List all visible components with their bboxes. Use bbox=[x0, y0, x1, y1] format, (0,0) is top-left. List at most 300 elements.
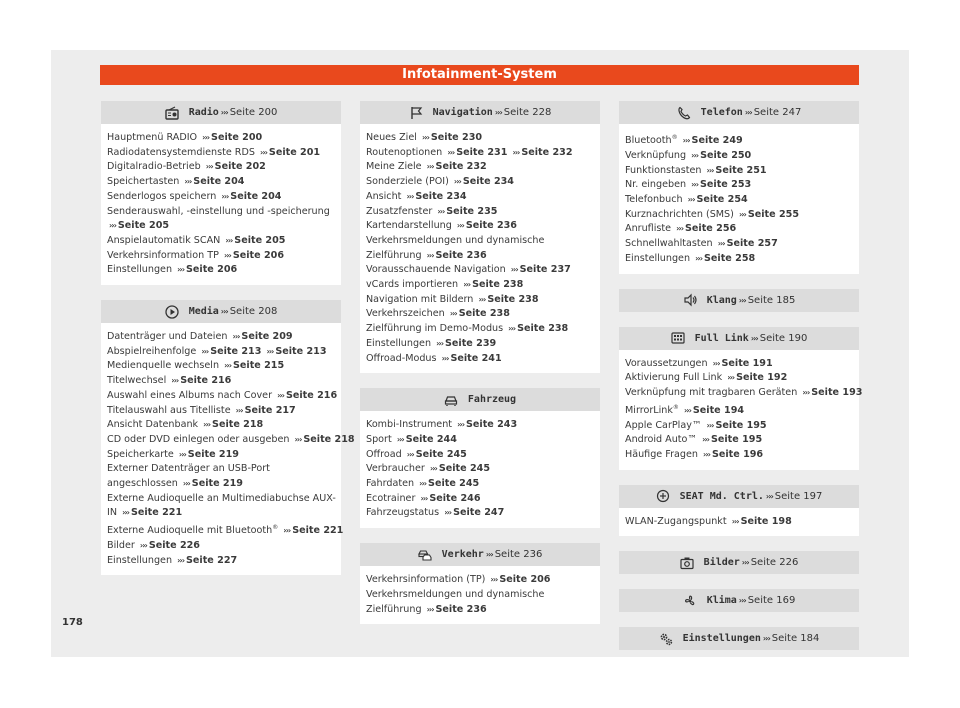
entry-item[interactable] bbox=[107, 389, 336, 404]
section-fahrzeug bbox=[360, 388, 600, 528]
entry-text: CD oder DVD einlegen oder ausgeben bbox=[107, 433, 290, 445]
entry-page-ref[interactable]: Seite 204 bbox=[230, 190, 282, 202]
entry-page-ref[interactable]: Seite 194 bbox=[692, 404, 745, 416]
section-header[interactable] bbox=[101, 101, 341, 124]
entry-text: Senderlogos speichern bbox=[107, 190, 217, 202]
section-entries bbox=[101, 124, 341, 285]
ref-arrow: ››› bbox=[426, 604, 434, 614]
entry-page-ref[interactable]: Seite 232 bbox=[435, 161, 487, 173]
ref-arrow: ››› bbox=[683, 405, 691, 415]
entry-item[interactable] bbox=[366, 190, 595, 205]
ref-arrow: ››› bbox=[203, 420, 211, 430]
entry-text: Voraussetzungen bbox=[625, 357, 708, 369]
section-header[interactable] bbox=[619, 485, 859, 508]
ref-arrow: ››› bbox=[177, 265, 184, 275]
entry-text: Zielführung im Demo-Modus bbox=[366, 323, 504, 335]
entry-text: Kartendarstellung bbox=[366, 220, 452, 232]
entry-item[interactable] bbox=[625, 164, 854, 179]
entry-item[interactable] bbox=[366, 418, 595, 433]
entry-item[interactable] bbox=[107, 462, 336, 491]
entry-page-ref[interactable]: Seite 238 bbox=[517, 323, 569, 335]
entry-item[interactable] bbox=[625, 208, 854, 223]
entry-text: Ansicht bbox=[366, 190, 402, 202]
ref-arrow: ››› bbox=[682, 136, 690, 146]
entry-item[interactable] bbox=[366, 278, 595, 293]
entry-item[interactable] bbox=[366, 506, 595, 521]
entry-page-ref[interactable]: Seite 206 bbox=[232, 249, 284, 261]
ref-arrow: ››› bbox=[485, 550, 493, 560]
entry-page-ref[interactable]: Seite 219 bbox=[191, 478, 243, 490]
section-header[interactable] bbox=[619, 551, 859, 574]
entry-page-ref[interactable]: Seite 200 bbox=[211, 132, 263, 143]
ref-arrow: ››› bbox=[453, 177, 461, 187]
ref-arrow: ››› bbox=[750, 333, 758, 343]
entry-text: Abspielreihenfolge bbox=[107, 345, 197, 357]
ref-arrow: ››› bbox=[260, 147, 267, 157]
entry-item[interactable] bbox=[107, 418, 336, 433]
section-klima bbox=[619, 589, 859, 612]
entry-page-ref[interactable]: Seite 244 bbox=[405, 433, 457, 445]
section-header[interactable] bbox=[619, 289, 859, 312]
entry-item[interactable] bbox=[625, 448, 854, 463]
ref-arrow: ››› bbox=[122, 508, 129, 518]
entry-item[interactable] bbox=[366, 322, 595, 337]
entry-page-ref[interactable]: Seite 216 bbox=[180, 375, 232, 387]
entry-text: Zusatzfenster bbox=[366, 205, 433, 217]
ref-arrow: ››› bbox=[510, 265, 518, 275]
section-title: SEAT Md. Ctrl. bbox=[679, 490, 764, 502]
fan-icon bbox=[683, 594, 697, 608]
entry-page-ref[interactable]: Seite 237 bbox=[519, 264, 571, 276]
entry-page-ref[interactable]: Seite 206 bbox=[499, 574, 551, 586]
section-page-ref[interactable]: Seite 169 bbox=[747, 595, 796, 607]
section-title: Klima bbox=[706, 595, 737, 607]
entry-item[interactable] bbox=[625, 237, 854, 252]
entry-text: Verkehrsinformation TP bbox=[107, 249, 219, 261]
entry-page-ref[interactable]: Seite 246 bbox=[429, 492, 481, 504]
ref-arrow: ››› bbox=[490, 575, 498, 585]
entry-item[interactable] bbox=[107, 359, 336, 374]
entry-item[interactable] bbox=[625, 515, 854, 530]
ref-arrow: ››› bbox=[223, 250, 231, 260]
section-seatctrl bbox=[619, 485, 859, 537]
entry-page-ref[interactable]: Seite 192 bbox=[736, 372, 788, 384]
entry-page-ref[interactable]: Seite 247 bbox=[453, 507, 505, 519]
entry-page-ref[interactable]: Seite 245 bbox=[438, 463, 490, 475]
entry-page-ref[interactable]: Seite 231 bbox=[456, 146, 508, 158]
ref-arrow: ››› bbox=[177, 555, 184, 565]
ref-arrow: ››› bbox=[436, 338, 443, 348]
entry-item[interactable] bbox=[366, 352, 595, 367]
entry-page-ref[interactable]: Seite 236 bbox=[435, 249, 487, 261]
entry-text: Nr. eingeben bbox=[625, 179, 687, 191]
ref-arrow: ››› bbox=[456, 221, 464, 231]
section-title: Verkehr bbox=[441, 549, 484, 561]
entry-page-ref[interactable]: Seite 193 bbox=[811, 386, 863, 398]
entry-item[interactable] bbox=[107, 175, 336, 190]
entry-page-ref[interactable]: Seite 238 bbox=[472, 279, 524, 291]
entry-page-ref[interactable]: Seite 249 bbox=[691, 135, 743, 147]
entry-item[interactable] bbox=[366, 337, 595, 352]
ref-arrow: ››› bbox=[437, 206, 445, 216]
entry-page-ref[interactable]: Seite 241 bbox=[450, 352, 502, 364]
sound-icon bbox=[683, 293, 697, 307]
entry-page-ref[interactable]: Seite 254 bbox=[696, 194, 748, 205]
entry-page-ref[interactable]: Seite 243 bbox=[465, 419, 518, 431]
section-telefon bbox=[619, 101, 859, 274]
section-header[interactable] bbox=[360, 101, 600, 124]
entry-item[interactable] bbox=[625, 357, 854, 372]
section-header[interactable] bbox=[360, 543, 600, 566]
entry-text: Verbraucher bbox=[366, 463, 425, 475]
ref-arrow: ››› bbox=[396, 434, 404, 444]
entry-text: Verkehrszeichen bbox=[366, 308, 445, 320]
entry-page-ref[interactable]: Seite 250 bbox=[700, 149, 752, 161]
entry-page-ref[interactable]: Seite 218 bbox=[212, 419, 264, 431]
section-navigation bbox=[360, 101, 600, 373]
entry-page-ref[interactable]: Seite 234 bbox=[415, 190, 467, 202]
section-page-ref[interactable]: Seite 226 bbox=[750, 557, 799, 569]
section-page-ref[interactable]: Seite 184 bbox=[771, 633, 820, 645]
section-radio bbox=[101, 101, 341, 285]
ref-arrow: ››› bbox=[406, 449, 414, 459]
entry-item[interactable] bbox=[625, 222, 854, 237]
entry-page-ref[interactable]: Seite 205 bbox=[234, 234, 286, 246]
entry-page-ref[interactable]: Seite 219 bbox=[187, 448, 239, 460]
entry-page-ref[interactable]: Seite 256 bbox=[685, 223, 737, 235]
entry-page-ref[interactable]: Seite 236 bbox=[435, 603, 487, 615]
entry-text: Einstellungen bbox=[107, 554, 173, 566]
entry-page-ref[interactable]: Seite 195 bbox=[715, 419, 767, 431]
entry-item[interactable] bbox=[107, 492, 336, 521]
entry-page-ref[interactable]: Seite 234 bbox=[462, 176, 514, 188]
section-header[interactable] bbox=[619, 627, 859, 650]
entry-item[interactable] bbox=[625, 371, 854, 386]
ref-arrow: ››› bbox=[717, 239, 725, 249]
ref-arrow: ››› bbox=[449, 309, 457, 319]
entry-page-ref[interactable]: Seite 195 bbox=[710, 434, 763, 446]
entry-page-ref[interactable]: Seite 202 bbox=[214, 161, 266, 173]
camera-icon bbox=[680, 556, 694, 570]
entry-item[interactable] bbox=[625, 419, 854, 434]
entry-item[interactable] bbox=[107, 205, 336, 234]
entry-item[interactable] bbox=[625, 401, 854, 419]
ref-arrow: ››› bbox=[225, 235, 233, 245]
entry-item[interactable] bbox=[107, 374, 336, 389]
entry-page-ref[interactable]: Seite 204 bbox=[193, 176, 245, 188]
entry-text: Sonderziele (POI) bbox=[366, 176, 449, 188]
entry-text: Radiodatensystemdienste RDS bbox=[107, 146, 255, 158]
ref-arrow: ››› bbox=[712, 358, 720, 368]
seat-control-icon bbox=[656, 489, 670, 503]
entry-item[interactable] bbox=[366, 205, 595, 220]
entry-text: Externer Datenträger an USB-Port angeschlossen bbox=[107, 463, 270, 490]
entry-text: Verknüpfung bbox=[625, 149, 687, 161]
ref-arrow: ››› bbox=[703, 449, 710, 459]
section-entries bbox=[619, 124, 859, 274]
entry-item[interactable] bbox=[625, 433, 854, 448]
entry-page-ref[interactable]: Seite 201 bbox=[268, 146, 321, 158]
entry-item[interactable] bbox=[366, 131, 595, 146]
section-page-ref[interactable]: Seite 185 bbox=[747, 294, 796, 306]
entry-page-ref[interactable]: Seite 232 bbox=[521, 146, 573, 158]
entry-text: Datenträger und Dateien bbox=[107, 331, 228, 343]
ref-arrow: ››› bbox=[178, 449, 186, 459]
entry-page-ref[interactable]: Seite 198 bbox=[740, 515, 792, 527]
entry-item[interactable] bbox=[107, 146, 336, 161]
entry-page-ref[interactable]: Seite 255 bbox=[747, 208, 800, 220]
entry-item[interactable] bbox=[366, 477, 595, 492]
ref-arrow: ››› bbox=[232, 332, 240, 342]
entry-text: Häufige Fragen bbox=[625, 448, 698, 460]
section-page-ref[interactable]: Seite 197 bbox=[774, 490, 823, 502]
entry-text: Meine Ziele bbox=[366, 161, 422, 173]
entry-item[interactable] bbox=[366, 219, 595, 234]
entry-text: Neues Ziel bbox=[366, 132, 417, 143]
entry-text: Speichertasten bbox=[107, 176, 180, 188]
ref-arrow: ››› bbox=[741, 558, 749, 568]
play-icon bbox=[165, 305, 179, 319]
entry-text: Titelwechsel bbox=[107, 375, 167, 387]
entry-item[interactable] bbox=[107, 131, 336, 146]
entry-text: Externe Audioquelle an Multimediabuchse AUX-IN bbox=[107, 492, 336, 519]
entry-item[interactable] bbox=[366, 293, 595, 308]
section-page-ref[interactable]: Seite 236 bbox=[494, 549, 543, 561]
entry-page-ref[interactable]: Seite 206 bbox=[186, 264, 238, 276]
entry-page-ref[interactable]: Seite 218 bbox=[303, 433, 355, 445]
ref-arrow: ››› bbox=[744, 108, 752, 117]
entry-item[interactable] bbox=[107, 539, 336, 554]
entry-item[interactable] bbox=[107, 234, 336, 249]
entry-text: Funktionstasten bbox=[625, 164, 702, 176]
ref-arrow: ››› bbox=[444, 508, 452, 518]
ref-arrow: ››› bbox=[221, 191, 229, 201]
entry-page-ref[interactable]: Seite 245 bbox=[415, 448, 467, 460]
entry-item[interactable] bbox=[366, 588, 595, 617]
entry-text: Einstellungen bbox=[107, 264, 173, 276]
entry-page-ref[interactable]: Seite 213 bbox=[275, 345, 327, 357]
entry-item[interactable] bbox=[107, 160, 336, 175]
entry-item[interactable] bbox=[107, 433, 355, 448]
entry-text: Routenoptionen bbox=[366, 146, 443, 158]
ref-arrow: ››› bbox=[220, 307, 228, 317]
entry-text: Titelauswahl aus Titelliste bbox=[107, 404, 231, 416]
ref-arrow: ››› bbox=[429, 464, 437, 474]
entry-page-ref[interactable]: Seite 230 bbox=[430, 132, 483, 143]
entry-text: Fahrdaten bbox=[366, 478, 415, 490]
ref-arrow: ››› bbox=[702, 435, 709, 445]
entry-item[interactable] bbox=[366, 433, 595, 448]
ref-arrow: ››› bbox=[706, 165, 714, 175]
entry-page-ref[interactable]: Seite 258 bbox=[704, 252, 756, 264]
section-title: Einstellungen bbox=[682, 633, 761, 645]
section-header[interactable] bbox=[101, 300, 341, 323]
section-header[interactable] bbox=[619, 101, 859, 124]
entry-page-ref[interactable]: Seite 191 bbox=[721, 357, 773, 369]
entry-text: vCards importieren bbox=[366, 279, 459, 291]
ref-arrow: ››› bbox=[508, 324, 516, 334]
entry-item[interactable] bbox=[107, 190, 336, 205]
ref-arrow: ››› bbox=[109, 221, 116, 231]
section-page-ref[interactable]: Seite 190 bbox=[759, 332, 808, 344]
entry-page-ref[interactable]: Seite 196 bbox=[711, 448, 764, 460]
entry-page-ref[interactable]: Seite 238 bbox=[458, 308, 510, 320]
entry-text: Einstellungen bbox=[366, 337, 432, 349]
section-header[interactable] bbox=[619, 327, 859, 350]
entry-item[interactable] bbox=[625, 193, 854, 208]
entry-item[interactable] bbox=[366, 234, 595, 263]
entry-item[interactable] bbox=[107, 345, 336, 360]
entry-text: Telefonbuch bbox=[625, 194, 683, 205]
entry-text: Anrufliste bbox=[625, 223, 672, 235]
ref-arrow: ››› bbox=[201, 346, 209, 356]
ref-arrow: ››› bbox=[426, 162, 434, 172]
ref-arrow: ››› bbox=[731, 516, 739, 526]
ref-arrow: ››› bbox=[420, 493, 428, 503]
entry-item[interactable] bbox=[107, 330, 336, 345]
ref-arrow: ››› bbox=[691, 150, 699, 160]
ref-arrow: ››› bbox=[205, 162, 213, 172]
ref-arrow: ››› bbox=[294, 434, 302, 444]
section-title: Bilder bbox=[703, 557, 740, 569]
section-page-ref[interactable]: Seite 208 bbox=[229, 306, 278, 318]
ref-arrow: ››› bbox=[406, 191, 414, 201]
entry-page-ref[interactable]: Seite 238 bbox=[487, 293, 539, 305]
entry-text: Android Auto™ bbox=[625, 434, 698, 446]
ref-arrow: ››› bbox=[802, 387, 810, 397]
ref-arrow: ››› bbox=[463, 280, 471, 290]
section-entries bbox=[101, 323, 355, 575]
entry-text: Bluetooth bbox=[625, 135, 672, 147]
entry-page-ref[interactable]: Seite 236 bbox=[465, 220, 517, 232]
full-link-icon bbox=[671, 331, 685, 345]
registered-mark: ® bbox=[672, 403, 679, 411]
ref-arrow: ››› bbox=[419, 479, 427, 489]
page-number: 178 bbox=[62, 617, 83, 628]
entry-text: Sport bbox=[366, 433, 392, 445]
entry-text: Senderauswahl, -einstellung und -speicherung bbox=[107, 205, 330, 217]
registered-mark: ® bbox=[671, 134, 678, 141]
entry-text: Auswahl eines Albums nach Cover bbox=[107, 389, 273, 401]
phone-icon bbox=[677, 106, 691, 120]
entry-text: Verkehrsmeldungen und dynamische Zielführung bbox=[366, 588, 545, 615]
ref-arrow: ››› bbox=[277, 390, 284, 400]
entry-item[interactable] bbox=[625, 252, 854, 267]
section-header[interactable] bbox=[360, 388, 600, 411]
entry-page-ref[interactable]: Seite 213 bbox=[210, 345, 262, 357]
entry-text: Kurznachrichten (SMS) bbox=[625, 208, 734, 220]
section-header[interactable] bbox=[619, 589, 859, 612]
entry-page-ref[interactable]: Seite 239 bbox=[445, 337, 497, 349]
section-page-ref[interactable]: Seite 247 bbox=[753, 107, 802, 118]
section-title: Telefon bbox=[700, 107, 743, 118]
entry-item[interactable] bbox=[107, 404, 336, 419]
section-einstellungen bbox=[619, 627, 859, 650]
entry-item[interactable] bbox=[366, 462, 595, 477]
column-right bbox=[619, 101, 863, 665]
ref-arrow: ››› bbox=[182, 479, 190, 489]
entry-page-ref[interactable]: Seite 209 bbox=[241, 331, 293, 343]
entry-item[interactable] bbox=[107, 263, 336, 278]
entry-page-ref[interactable]: Seite 217 bbox=[244, 404, 296, 416]
ref-arrow: ››› bbox=[457, 420, 464, 430]
section-title: Media bbox=[188, 306, 219, 318]
entry-text: Speicherkarte bbox=[107, 448, 174, 460]
entry-page-ref[interactable]: Seite 226 bbox=[148, 540, 200, 552]
entry-text: Ecotrainer bbox=[366, 492, 416, 504]
entry-item[interactable] bbox=[366, 263, 595, 278]
section-title: Klang bbox=[706, 294, 737, 306]
entry-text: Externe Audioquelle mit Bluetooth bbox=[107, 525, 273, 537]
entry-text: Apple CarPlay™ bbox=[625, 419, 702, 431]
entry-page-ref[interactable]: Seite 215 bbox=[232, 360, 285, 372]
entry-item[interactable] bbox=[366, 492, 595, 507]
entry-text: Verknüpfung mit tragbaren Geräten bbox=[625, 386, 798, 398]
traffic-icon bbox=[418, 548, 432, 562]
entry-page-ref[interactable]: Seite 205 bbox=[117, 220, 170, 232]
section-page-ref[interactable]: Seite 200 bbox=[229, 107, 278, 118]
entry-item[interactable] bbox=[107, 521, 344, 539]
entry-item[interactable] bbox=[366, 448, 595, 463]
entry-page-ref[interactable]: Seite 221 bbox=[130, 507, 183, 519]
entry-page-ref[interactable]: Seite 257 bbox=[726, 238, 778, 250]
entry-page-ref[interactable]: Seite 235 bbox=[446, 205, 498, 217]
entry-text: Fahrzeugstatus bbox=[366, 507, 440, 519]
entry-item[interactable] bbox=[366, 307, 595, 322]
entry-text: Kombi-Instrument bbox=[366, 419, 453, 431]
entry-text: Digitalradio-Betrieb bbox=[107, 161, 201, 173]
ref-arrow: ››› bbox=[512, 147, 520, 157]
ref-arrow: ››› bbox=[220, 108, 228, 117]
entry-item[interactable] bbox=[366, 175, 595, 190]
entry-item[interactable] bbox=[366, 160, 595, 175]
entry-item[interactable] bbox=[625, 386, 863, 401]
entry-text: Hauptmenü RADIO bbox=[107, 132, 198, 143]
section-page-ref[interactable]: Seite 228 bbox=[503, 107, 552, 118]
ref-arrow: ››› bbox=[171, 376, 179, 386]
entry-item[interactable] bbox=[366, 146, 595, 161]
entry-item[interactable] bbox=[107, 554, 336, 569]
entry-item[interactable] bbox=[625, 131, 854, 149]
entry-page-ref[interactable]: Seite 227 bbox=[186, 554, 238, 566]
entry-page-ref[interactable]: Seite 245 bbox=[428, 478, 480, 490]
entry-item[interactable] bbox=[366, 573, 595, 588]
ref-arrow: ››› bbox=[738, 295, 746, 305]
ref-arrow: ››› bbox=[738, 209, 746, 219]
entry-text: Vorausschauende Navigation bbox=[366, 264, 506, 276]
entry-item[interactable] bbox=[625, 178, 854, 193]
ref-arrow: ››› bbox=[765, 491, 773, 501]
entry-text: Verkehrsinformation (TP) bbox=[366, 574, 486, 586]
entry-item[interactable] bbox=[625, 149, 854, 164]
entry-text: WLAN-Zugangspunkt bbox=[625, 515, 727, 527]
ref-arrow: ››› bbox=[727, 373, 735, 383]
section-entries bbox=[619, 350, 863, 470]
section-title: Navigation bbox=[432, 107, 493, 118]
entry-page-ref[interactable]: Seite 253 bbox=[700, 179, 752, 191]
entry-page-ref[interactable]: Seite 221 bbox=[292, 525, 344, 537]
gears-icon bbox=[659, 632, 673, 646]
entry-text: Einstellungen bbox=[625, 252, 691, 264]
entry-text: Ansicht Datenbank bbox=[107, 419, 199, 431]
section-entries bbox=[619, 508, 859, 537]
radio-icon bbox=[165, 106, 179, 120]
entry-page-ref[interactable]: Seite 216 bbox=[285, 389, 338, 401]
ref-arrow: ››› bbox=[421, 133, 429, 142]
entry-item[interactable] bbox=[107, 448, 336, 463]
entry-item[interactable] bbox=[107, 249, 336, 264]
entry-page-ref[interactable]: Seite 251 bbox=[715, 164, 767, 176]
